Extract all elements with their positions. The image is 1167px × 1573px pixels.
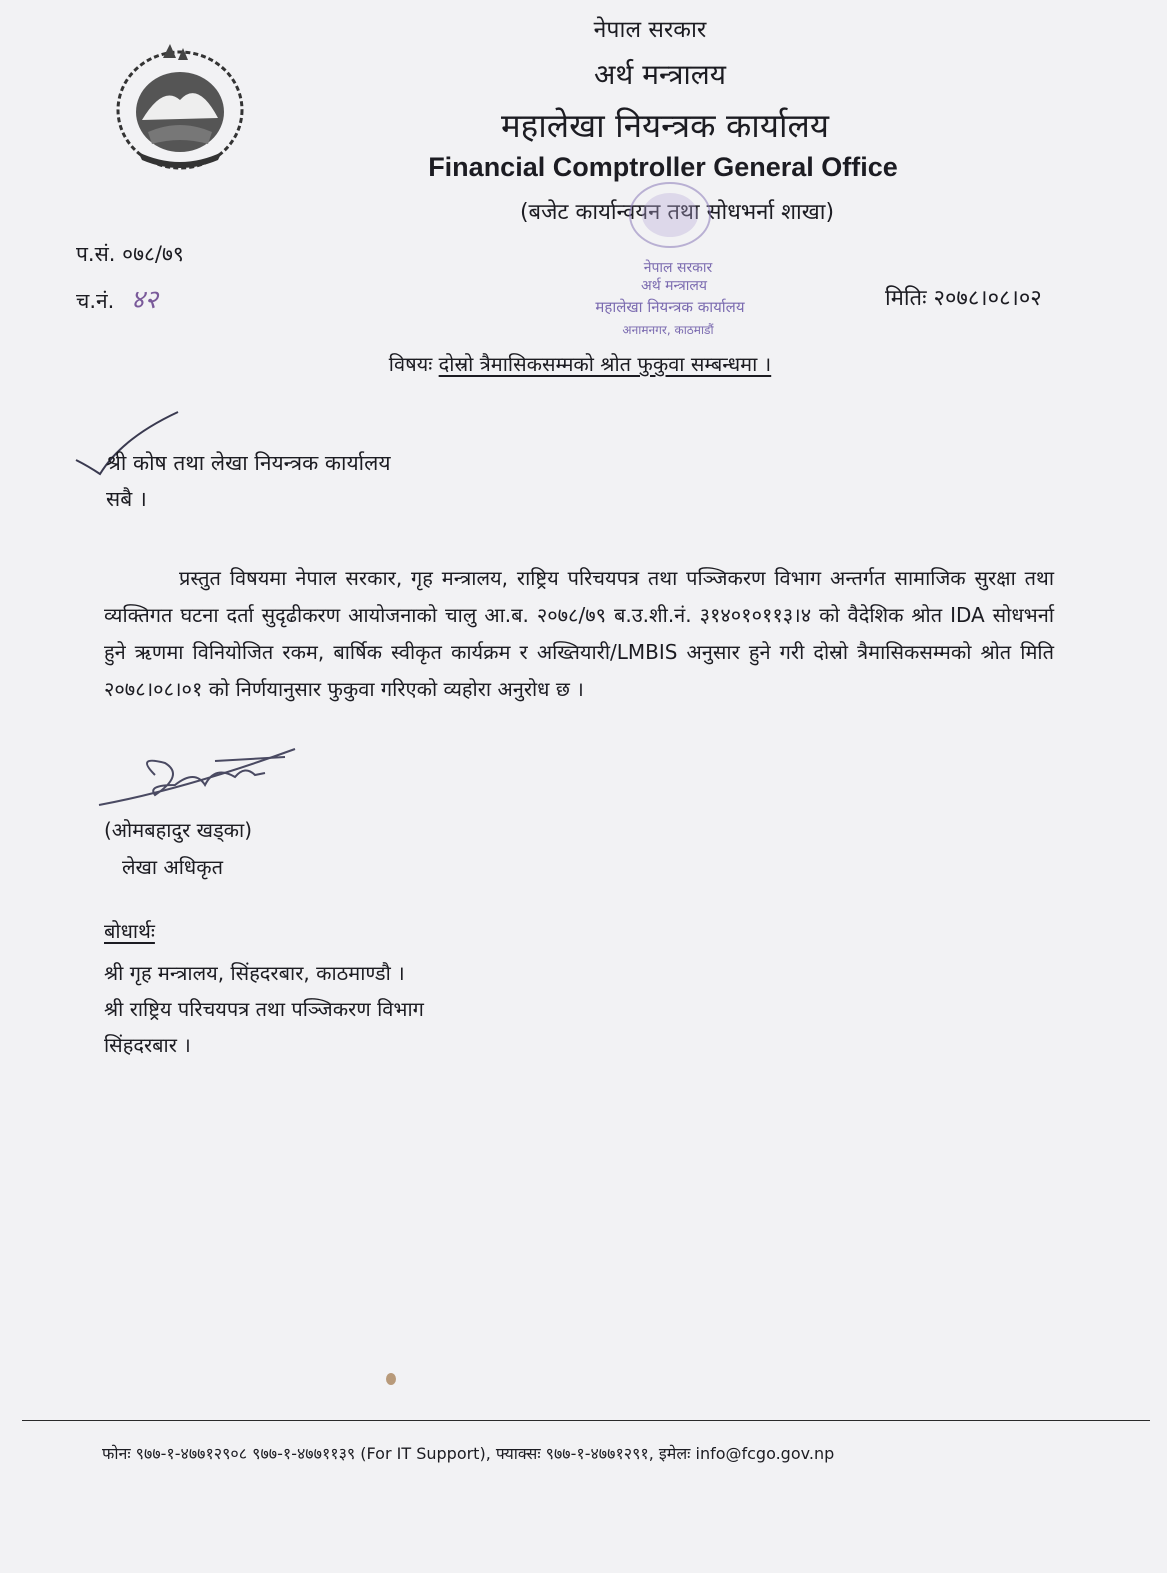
letter-date: मितिः २०७८।०८।०२ — [885, 286, 1042, 311]
subject-label: विषयः — [388, 352, 433, 376]
subject-line — [0, 350, 1160, 377]
cc-item: सिंहदरबार । — [104, 1033, 191, 1057]
letter-body: प्रस्तुत विषयमा नेपाल सरकार, गृह मन्त्रालय, राष्ट्रिय परिचयपत्र तथा पञ्जिकरण विभाग अन्तर्गत सामाजिक सुरक्षा तथा व्यक्तिगत घटना दर्ता सुदृढीकरण आयोजनाको चालु आ.ब. २०७८/७९ ब.उ.शी.नं. ३१४०१०११३।४ को वैदेशिक श्रोत IDA सोधभर्ना हुने ऋणमा विनियोजित रकम, बार्षिक स्वीकृत कार्यक्रम र अख्तियारी/LMBIS अनुसार हुने गरी दोस्रो त्रैमासिकसम्मको श्रोत मिति २०७८।०८।०१ को निर्णयानुसार फुकुवा गरिएको व्यहोरा अनुरोध छ । — [104, 566, 1054, 701]
office-name-nepali: महालेखा नियन्त्रक कार्यालय — [500, 106, 830, 145]
office-name-english: Financial Comptroller General Office — [428, 152, 898, 182]
signature-mark — [95, 745, 305, 815]
cc-heading: बोधार्थः — [104, 919, 155, 943]
reference-number: प.सं. ०७८/७९ — [76, 242, 184, 266]
cc-item: श्री गृह मन्त्रालय, सिंहदरबार, काठमाण्डौ । — [104, 961, 405, 985]
addressee-line2: सबै । — [106, 487, 147, 511]
branch-name: (बजेट कार्यान्वयन तथा सोधभर्ना शाखा) — [519, 200, 835, 225]
stamp-line4: अनामनगर, काठमाडौं — [622, 323, 714, 337]
stamp-line1: नेपाल सरकार — [643, 260, 713, 276]
cc-item: श्री राष्ट्रिय परिचयपत्र तथा पञ्जिकरण विभाग — [104, 997, 424, 1021]
dispatch-value: ४२ — [131, 285, 159, 315]
stamp-line3: महालेखा नियन्त्रक कार्यालय — [595, 298, 745, 316]
ink-spot — [386, 1373, 396, 1385]
signatory-name: (ओमबहादुर खड्का) — [104, 818, 253, 842]
government-name: नेपाल सरकार — [593, 17, 707, 43]
footer-divider — [22, 1420, 1150, 1421]
subject-text: दोस्रो त्रैमासिकसम्मको श्रोत फुकुवा सम्बन्धमा । — [438, 352, 772, 376]
dispatch-number — [76, 280, 158, 316]
cc-list — [104, 955, 424, 1063]
signatory-title: लेखा अधिकृत — [122, 855, 223, 879]
footer-contact: फोनः ९७७-१-४७७१२९०८ ९७७-१-४७७११३९ (For IT Support), फ्याक्सः ९७७-१-४७७१२९१, इमेलः info@fcgo.gov.np — [102, 1444, 835, 1463]
ministry-name: अर्थ मन्त्रालय — [594, 58, 726, 91]
office-stamp — [570, 160, 770, 350]
stamp-line2: अर्थ मन्त्रालय — [641, 278, 707, 294]
addressee-line1: श्री कोष तथा लेखा नियन्त्रक कार्यालय — [106, 451, 391, 475]
dispatch-label: च.नं. — [76, 289, 115, 313]
